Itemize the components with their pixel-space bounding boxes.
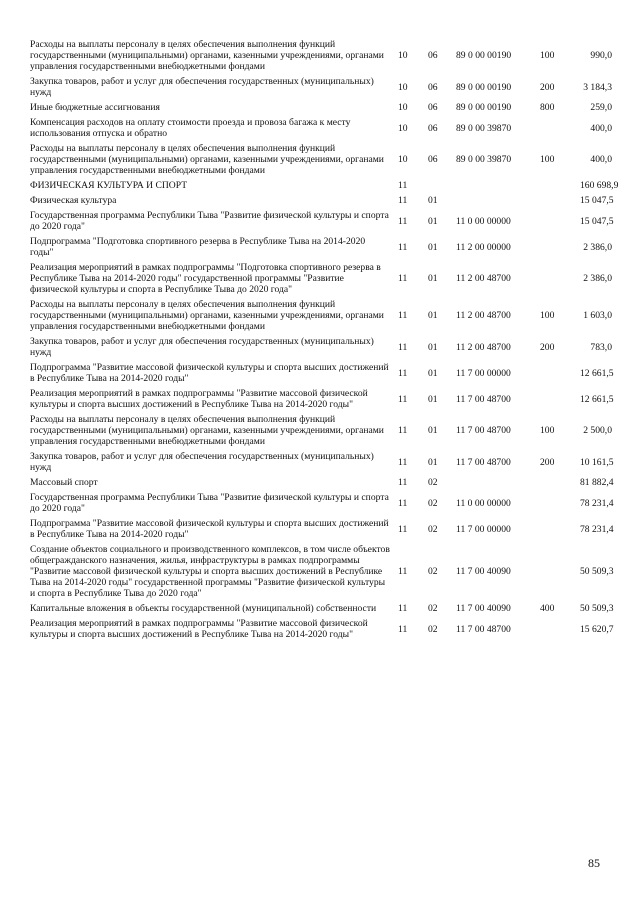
row-amount: 10 161,5 xyxy=(580,456,614,468)
table-row xyxy=(30,489,612,515)
row-subsection: 02 xyxy=(428,523,438,535)
row-expense-type xyxy=(538,489,580,515)
row-name: Расходы на выплаты персоналу в целях обеспечения выполнения функций государственными (муниципальными) органами, казенными учреждениями, органами управления государственными внебюджетными фондами xyxy=(30,39,384,72)
table-row xyxy=(30,177,612,192)
table-row xyxy=(30,233,612,259)
row-expense-type xyxy=(538,259,580,296)
row-expense-type: 100 xyxy=(540,310,555,321)
table-row xyxy=(30,99,612,114)
row-target-article: 11 0 00 00000 xyxy=(456,497,511,509)
row-section: 11 xyxy=(398,456,408,468)
table-row xyxy=(30,207,612,233)
table-row xyxy=(30,333,612,359)
row-name: Расходы на выплаты персоналу в целях обеспечения выполнения функций государственными (муниципальными) органами, казенными учреждениями, органами управления государственными внебюджетными фондами xyxy=(30,414,384,447)
row-subsection: 02 xyxy=(428,623,438,635)
row-subsection: 01 xyxy=(428,367,438,379)
row-expense-type: 400 xyxy=(540,603,555,614)
table-row xyxy=(30,140,612,177)
table-row xyxy=(30,448,612,474)
row-subsection: 02 xyxy=(428,566,438,577)
row-expense-type xyxy=(538,177,580,192)
row-target-article xyxy=(454,177,538,192)
row-target-article: 89 0 00 00190 xyxy=(456,102,512,113)
row-amount: 2 500,0 xyxy=(583,425,612,436)
row-name: Закупка товаров, работ и услуг для обеспечения государственных (муниципальных) нужд xyxy=(30,76,374,98)
row-name: Государственная программа Республики Тыва "Развитие физической культуры и спорта до 2020 года" xyxy=(30,492,389,514)
row-expense-type xyxy=(538,474,580,489)
row-expense-type: 200 xyxy=(540,81,555,93)
row-expense-type xyxy=(538,615,580,641)
row-amount: 783,0 xyxy=(590,341,612,353)
row-section: 10 xyxy=(398,102,408,113)
table-row xyxy=(30,192,612,207)
row-subsection: 01 xyxy=(428,456,438,468)
row-name: Компенсация расходов на оплату стоимости проезда и провоза багажа к месту использования отпуска и обратно xyxy=(30,117,351,139)
row-section: 10 xyxy=(398,50,408,61)
row-name: Реализация мероприятий в рамках подпрограммы "Развитие массовой физической культуры и спорта высших достижений в Республике Тыва на 2014-2020 годы" xyxy=(30,618,368,640)
row-amount: 400,0 xyxy=(590,122,612,134)
row-target-article: 11 2 00 48700 xyxy=(456,273,511,284)
row-name: Иные бюджетные ассигнования xyxy=(30,102,160,113)
row-section: 11 xyxy=(398,215,408,227)
row-subsection: 02 xyxy=(428,477,438,488)
table-row xyxy=(30,259,612,296)
row-amount: 12 661,5 xyxy=(580,367,614,379)
budget-table-body xyxy=(30,38,619,641)
row-expense-type xyxy=(538,114,580,140)
row-amount: 78 231,4 xyxy=(580,497,614,509)
row-subsection: 01 xyxy=(428,215,438,227)
row-section: 11 xyxy=(398,623,408,635)
row-amount: 2 386,0 xyxy=(583,273,612,284)
table-row xyxy=(30,359,612,385)
row-subsection: 06 xyxy=(428,122,438,134)
table-row xyxy=(30,411,612,448)
table-row xyxy=(30,73,612,99)
row-section: 11 xyxy=(398,603,408,614)
row-expense-type xyxy=(538,541,580,600)
row-name: Государственная программа Республики Тыва "Развитие физической культуры и спорта до 2020 года" xyxy=(30,210,389,232)
row-subsection: 06 xyxy=(428,50,438,61)
row-amount: 259,0 xyxy=(590,102,612,113)
row-section: 10 xyxy=(398,154,408,165)
row-target-article: 11 7 00 00000 xyxy=(456,523,511,535)
row-subsection: 01 xyxy=(428,241,438,253)
row-amount: 2 386,0 xyxy=(583,241,612,253)
row-expense-type: 100 xyxy=(540,50,555,61)
row-amount: 50 509,3 xyxy=(580,603,614,614)
row-target-article: 89 0 00 39870 xyxy=(456,122,512,134)
row-expense-type: 200 xyxy=(540,341,555,353)
row-subsection: 01 xyxy=(428,310,438,321)
table-row xyxy=(30,600,612,615)
row-section: 11 xyxy=(398,195,408,206)
row-subsection: 01 xyxy=(428,273,438,284)
row-target-article: 89 0 00 39870 xyxy=(456,154,512,165)
table-row xyxy=(30,474,612,489)
row-target-article: 11 2 00 00000 xyxy=(456,241,511,253)
row-name: Массовый спорт xyxy=(30,477,98,488)
row-section: 11 xyxy=(398,393,408,405)
row-amount: 3 184,3 xyxy=(583,81,612,93)
row-name: Капитальные вложения в объекты государственной (муниципальной) собственности xyxy=(30,603,377,614)
row-section: 11 xyxy=(398,180,408,191)
row-name: Расходы на выплаты персоналу в целях обеспечения выполнения функций государственными (муниципальными) органами, казенными учреждениями, органами управления государственными внебюджетными фондами xyxy=(30,143,384,176)
row-section: 11 xyxy=(398,425,408,436)
row-target-article: 89 0 00 00190 xyxy=(456,81,512,93)
row-expense-type: 100 xyxy=(540,425,555,436)
row-target-article: 11 7 00 00000 xyxy=(456,367,511,379)
row-expense-type xyxy=(538,385,580,411)
row-section: 10 xyxy=(398,122,408,134)
row-subsection: 01 xyxy=(428,393,438,405)
row-name: Физическая культура xyxy=(30,195,117,206)
row-name: ФИЗИЧЕСКАЯ КУЛЬТУРА И СПОРТ xyxy=(30,180,188,191)
row-expense-type xyxy=(538,359,580,385)
row-section: 11 xyxy=(398,367,408,379)
row-section: 11 xyxy=(398,477,408,488)
row-target-article: 11 7 00 40090 xyxy=(456,603,511,614)
row-section: 11 xyxy=(398,341,408,353)
table-row xyxy=(30,541,612,600)
row-target-article: 11 2 00 48700 xyxy=(456,341,511,353)
row-expense-type xyxy=(538,515,580,541)
row-target-article: 11 7 00 48700 xyxy=(456,393,511,405)
row-expense-type xyxy=(538,192,580,207)
row-name: Подпрограмма "Подготовка спортивного резерва в Республике Тыва на 2014-2020 годы" xyxy=(30,236,366,258)
row-name: Закупка товаров, работ и услуг для обеспечения государственных (муниципальных) нужд xyxy=(30,336,374,358)
row-amount: 78 231,4 xyxy=(580,523,614,535)
table-row xyxy=(30,385,612,411)
row-section: 10 xyxy=(398,81,408,93)
table-row xyxy=(30,515,612,541)
row-section: 11 xyxy=(398,273,408,284)
row-section: 11 xyxy=(398,566,408,577)
row-section: 11 xyxy=(398,497,408,509)
row-name: Расходы на выплаты персоналу в целях обеспечения выполнения функций государственными (муниципальными) органами, казенными учреждениями, органами управления государственными внебюджетными фондами xyxy=(30,299,384,332)
row-subsection: 01 xyxy=(428,195,438,206)
page-number: 85 xyxy=(588,856,600,870)
row-section: 11 xyxy=(398,523,408,535)
row-subsection: 02 xyxy=(428,497,438,509)
row-amount: 15 047,5 xyxy=(580,215,614,227)
budget-table xyxy=(30,38,619,641)
row-target-article xyxy=(454,474,538,489)
row-subsection: 01 xyxy=(428,425,438,436)
row-amount: 160 698,9 xyxy=(580,180,619,191)
row-subsection: 06 xyxy=(428,102,438,113)
row-amount: 400,0 xyxy=(590,154,612,165)
row-amount: 15 620,7 xyxy=(580,623,614,635)
row-target-article: 11 7 00 48700 xyxy=(456,456,511,468)
row-subsection: 06 xyxy=(428,154,438,165)
row-amount: 1 603,0 xyxy=(583,310,612,321)
row-amount: 990,0 xyxy=(590,50,612,61)
row-subsection: 02 xyxy=(428,603,438,614)
row-subsection xyxy=(424,177,454,192)
row-target-article: 11 7 00 48700 xyxy=(456,623,511,635)
row-target-article: 11 7 00 40090 xyxy=(456,566,511,577)
row-amount: 12 661,5 xyxy=(580,393,614,405)
row-name: Реализация мероприятий в рамках подпрограммы "Развитие массовой физической культуры и спорта высших достижений в Республике Тыва на 2014-2020 годы" xyxy=(30,388,368,410)
row-expense-type: 800 xyxy=(540,102,555,113)
table-row xyxy=(30,615,612,641)
row-name: Реализация мероприятий в рамках подпрограммы "Подготовка спортивного резерва в Республике Тыва на 2014-2020 годы" государственной программы "Развитие физической культуры и спорта в Республике Тыва до 2020 года" xyxy=(30,262,381,295)
row-name: Подпрограмма "Развитие массовой физической культуры и спорта высших достижений в Республике Тыва на 2014-2020 годы" xyxy=(30,362,389,384)
row-name: Закупка товаров, работ и услуг для обеспечения государственных (муниципальных) нужд xyxy=(30,451,374,473)
row-target-article xyxy=(454,192,538,207)
row-amount: 81 882,4 xyxy=(580,477,614,488)
row-section: 11 xyxy=(398,310,408,321)
row-subsection: 01 xyxy=(428,341,438,353)
row-section: 11 xyxy=(398,241,408,253)
row-name: Создание объектов социального и производственного комплексов, в том числе объектов общегражданского назначения, жилья, инфраструктуры в рамках подпрограммы "Развитие массовой физической культуры и спорта высших достижений в Республике Тыва на 2014-2020 годы" государственной программы "Развитие физической культуры и спорта в Республике Тыва до 2020 года" xyxy=(30,544,390,599)
row-target-article: 11 2 00 48700 xyxy=(456,310,511,321)
table-row xyxy=(30,296,612,333)
row-expense-type xyxy=(538,207,580,233)
row-subsection: 06 xyxy=(428,81,438,93)
table-row xyxy=(30,38,612,73)
row-name: Подпрограмма "Развитие массовой физической культуры и спорта высших достижений в Республике Тыва на 2014-2020 годы" xyxy=(30,518,389,540)
row-amount: 50 509,3 xyxy=(580,566,614,577)
table-row xyxy=(30,114,612,140)
row-expense-type: 200 xyxy=(540,456,555,468)
row-target-article: 89 0 00 00190 xyxy=(456,50,512,61)
row-target-article: 11 0 00 00000 xyxy=(456,215,511,227)
row-expense-type: 100 xyxy=(540,154,555,165)
row-target-article: 11 7 00 48700 xyxy=(456,425,511,436)
row-amount: 15 047,5 xyxy=(580,195,614,206)
row-expense-type xyxy=(538,233,580,259)
